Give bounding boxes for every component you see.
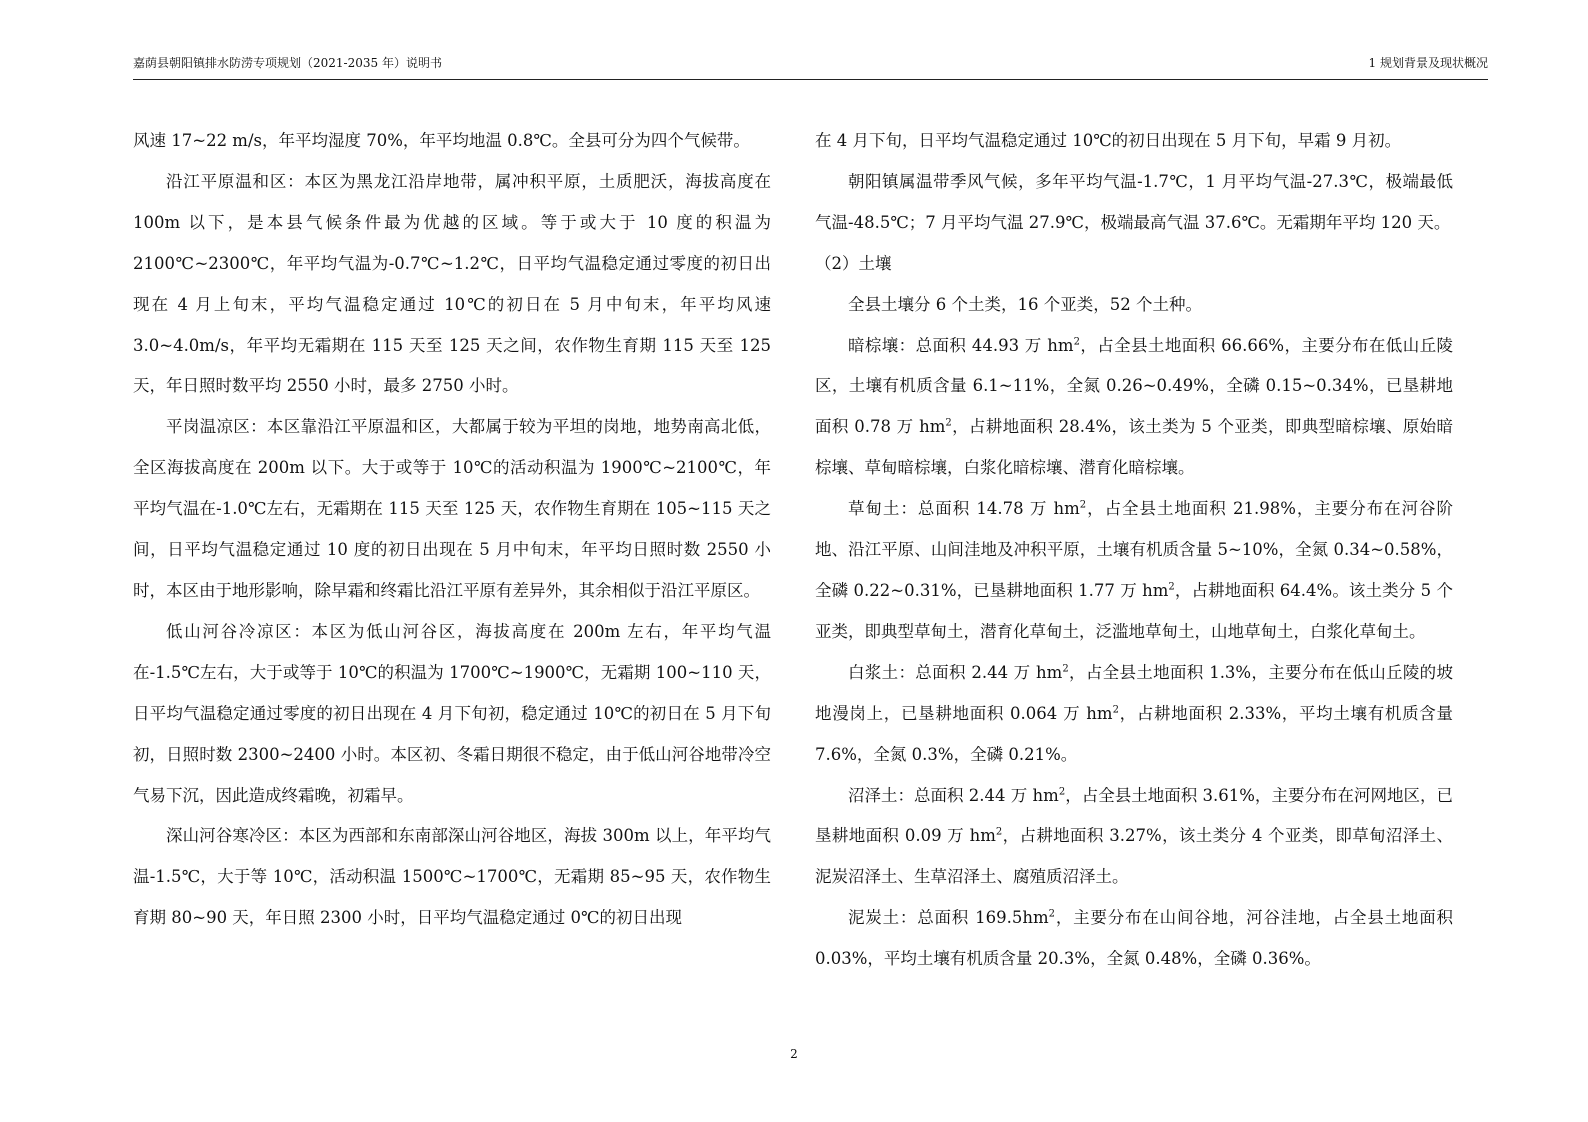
text-segment: ，占耕地面积 2.33%，平均土壤有机质含量 7.6%，全氮 0.3%，全磷 0.21%。: [815, 703, 1453, 764]
paragraph-peat-soil: [815, 898, 1453, 980]
superscript: 2: [1073, 336, 1080, 348]
text-segment: ，主要分布在山间谷地，河谷洼地，占全县土地面积 0.03%，平均土壤有机质含量 20.3%，全氮 0.48%，全磷 0.36%。: [815, 908, 1453, 969]
superscript: 2: [1168, 581, 1175, 593]
text-segment: 草甸土：总面积 14.78 万 hm: [848, 499, 1080, 519]
text-segment: 暗棕壤：总面积 44.93 万 hm: [848, 335, 1074, 355]
paragraph-riverside-plain-zone: 沿江平原温和区：本区为黑龙江沿岸地带，属冲积平原，土质肥沃，海拔高度在 100m 以下，是本县气候条件最为优越的区域。等于或大于 10 度的积温为 2100℃~2300℃，年平均气温为-0.7℃~1.2℃，日平均气温稳定通过零度的初日出现在 4 月上旬末，平均气温稳定通过 10℃的初日在 5 月中旬末，年平均风速 3.0~4.0m/s，年平均无霜期在 115 天至 125 天之间，农作物生育期 115 天至 125 天，年日照时数平均 2550 小时，最多 2750 小时。: [133, 171, 771, 396]
text-segment: ，占全县土地面积 3.61%，主要分布在河网地区，已垦耕地面积 0.09 万 hm: [815, 785, 1453, 846]
paragraph-deep-mountain-continued: 在 4 月下旬，日平均气温稳定通过 10℃的初日出现在 5 月下旬，早霜 9 月初。: [815, 131, 1402, 150]
paragraph-chaoyang-climate: 朝阳镇属温带季风气候，多年平均气温-1.7℃，1 月平均气温-27.3℃，极端最低气温-48.5℃；7 月平均气温 27.9℃，极端最高气温 37.6℃。无霜期年平均 120 天。: [815, 171, 1453, 232]
header-divider: [133, 79, 1488, 80]
text-segment: ，占耕地面积 3.27%，该土类分 4 个亚类，即草甸沼泽土、泥炭沼泽土、生草沼泽土、腐殖质沼泽土。: [815, 826, 1453, 887]
running-header-section: 1 规划背景及现状概况: [1368, 56, 1488, 70]
text-segment: 沼泽土：总面积 2.44 万 hm: [848, 785, 1059, 805]
superscript: 2: [1048, 908, 1056, 920]
text-segment: ，占全县土地面积 21.98%，主要分布在河谷阶地、沿江平原、山间洼地及冲积平原，土壤有机质含量 5~10%，全氮 0.34~0.58%，全磷 0.22~0.31%，已垦耕地面积 1.77 万 hm: [815, 499, 1453, 600]
text-segment: ，占耕地面积 28.4%，该土类为 5 个亚类，即典型暗棕壤、原始暗棕壤、草甸暗棕壤，白浆化暗棕壤、潜育化暗棕壤。: [815, 417, 1453, 478]
text-segment: ，占全县土地面积 66.66%，主要分布在低山丘陵区，土壤有机质含量 6.1~11%，全氮 0.26~0.49%，全磷 0.15~0.34%，已垦耕地面积 0.78 万 hm: [815, 335, 1453, 437]
right-column: [815, 121, 1453, 980]
paragraph-dark-brown-soil: [815, 326, 1453, 490]
paragraph-deep-mountain-valley-zone: 深山河谷寒冷区：本区为西部和东南部深山河谷地区，海拔 300m 以上，年平均气温-1.5℃，大于等 10℃，活动积温 1500℃~1700℃，无霜期 85~95 天，农作物生育期 80~90 天，年日照 2300 小时，日平均气温稳定通过 0℃的初日出现: [133, 826, 771, 928]
paragraph-bog-soil: [815, 776, 1453, 899]
superscript: 2: [1062, 663, 1069, 675]
paragraph-albic-soil: [815, 653, 1453, 776]
superscript: 2: [1079, 499, 1087, 511]
superscript: 2: [1058, 786, 1066, 797]
section-heading-soil: （2）土壤: [815, 253, 892, 273]
paragraph-low-mountain-valley-zone: 低山河谷冷凉区：本区为低山河谷区，海拔高度在 200m 左右，年平均气温在-1.5℃左右，大于或等于 10℃的积温为 1700℃~1900℃，无霜期 100~110 天，日平均气温稳定通过零度的初日出现在 4 月下旬初，稳定通过 10℃的初日在 5 月下旬初，日照时数 2300~2400 小时。本区初、冬霜日期很不稳定，由于低山河谷地带冷空气易下沉，因此造成终霜晚，初霜早。: [133, 621, 771, 805]
paragraph-flat-hill-zone: 平岗温凉区：本区靠沿江平原温和区，大都属于较为平坦的岗地，地势南高北低，全区海拔高度在 200m 以下。大于或等于 10℃的活动积温为 1900℃~2100℃，年平均气温在-1.0℃左右，无霜期在 115 天至 125 天，农作物生育期在 105~115 天之间，日平均气温稳定通过 10 度的初日出现在 5 月中旬末，年平均日照时数 2550 小时，本区由于地形影响，除早霜和终霜比沿江平原有差异外，其余相似于沿江平原区。: [133, 417, 771, 600]
text-segment: ，占耕地面积 64.4%。该土类分 5 个亚类，即典型草甸土，潜育化草甸土，泛滥地草甸土，山地草甸土，白浆化草甸土。: [815, 580, 1453, 641]
text-segment: 泥炭土：总面积 169.5hm: [848, 908, 1049, 928]
paragraph-meadow-soil: [815, 489, 1453, 653]
text-segment: ，占全县土地面积 1.3%，主要分布在低山丘陵的坡地漫岗上，已垦耕地面积 0.064 万 hm: [815, 662, 1454, 723]
superscript: 2: [945, 417, 952, 429]
page-number: 2: [790, 1047, 798, 1061]
superscript: 2: [1112, 704, 1119, 716]
text-segment: 白浆土：总面积 2.44 万 hm: [848, 662, 1063, 682]
running-header-title: 嘉荫县朝阳镇排水防涝专项规划（2021-2035 年）说明书: [133, 56, 442, 70]
paragraph-climate-continued: 风速 17~22 m/s，年平均湿度 70%，年平均地温 0.8℃。全县可分为四个气候带。: [133, 131, 750, 150]
left-column: [133, 121, 771, 939]
paragraph-soil-overview: 全县土壤分 6 个土类，16 个亚类，52 个土种。: [848, 294, 1202, 314]
superscript: 2: [995, 826, 1003, 838]
